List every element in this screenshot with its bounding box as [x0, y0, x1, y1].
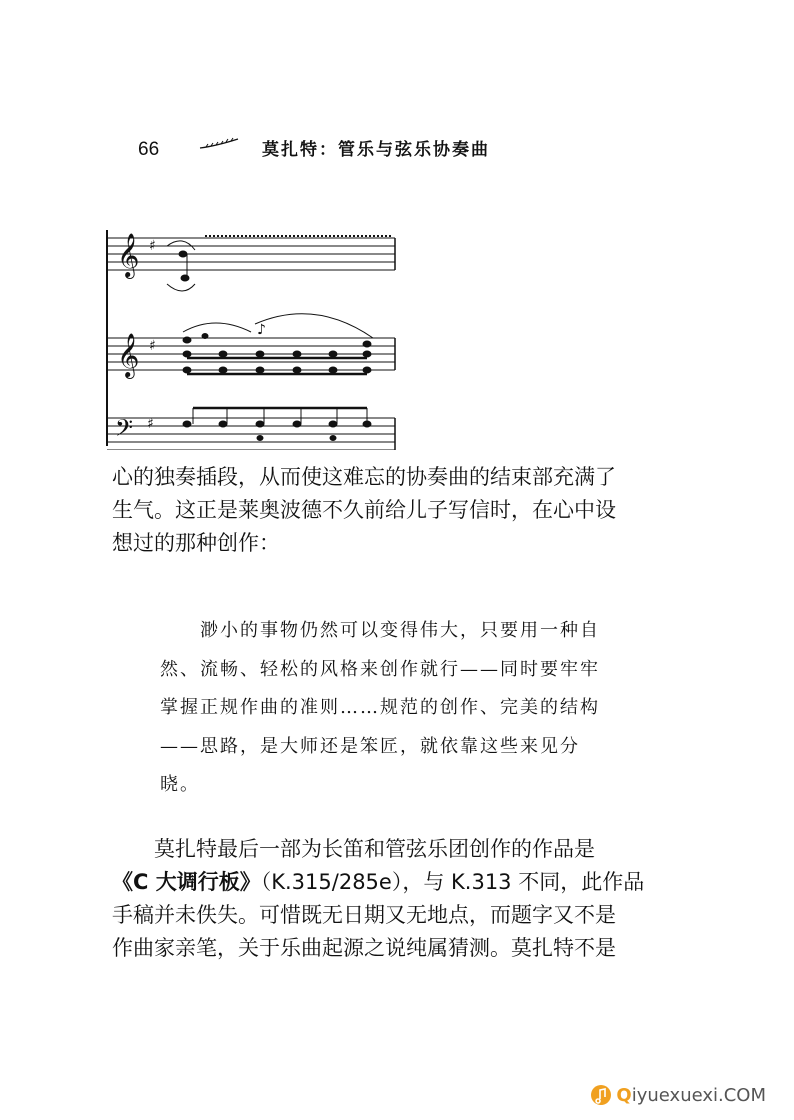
quote-line: 晓。	[160, 774, 200, 795]
body-paragraph-2	[112, 833, 672, 965]
text-line: 想过的那种创作：	[112, 531, 280, 555]
treble-clef-icon: 𝄞	[117, 333, 140, 377]
sharp-icon: ♯	[149, 338, 156, 354]
text-line: 生气。这正是莱奥波德不久前给儿子写信时，在心中设	[112, 498, 616, 522]
staff-1-notes	[167, 236, 393, 291]
block-quote	[160, 612, 680, 805]
watermark-q: Q	[616, 1084, 632, 1106]
body-paragraph-1	[112, 461, 672, 560]
running-title: 莫扎特：管乐与弦乐协奏曲	[262, 140, 490, 160]
staff-3-notes	[183, 408, 371, 441]
catalog-reference: （K.315/285e），与 K.313 不同，此作品	[260, 870, 645, 894]
music-score	[105, 228, 400, 450]
quote-line: 渺小的事物仍然可以变得伟大，只要用一种自	[200, 620, 600, 641]
site-watermark	[590, 1084, 766, 1106]
music-note-logo-icon	[590, 1084, 612, 1106]
bass-clef-icon: 𝄢	[115, 414, 134, 447]
quote-line: 掌握正规作曲的准则……规范的创作、完美的结构	[160, 697, 600, 718]
treble-clef-icon: 𝄞	[117, 233, 140, 277]
text-line: 手稿并未佚失。可惜既无日期又无地点，而题字又不是	[112, 903, 616, 927]
page-number: 66	[138, 139, 160, 160]
svg-text:♪: ♪	[257, 322, 266, 338]
text-line: 心的独奏插段，从而使这难忘的协奏曲的结束部充满了	[112, 465, 616, 489]
staff-2-notes	[183, 314, 373, 374]
quote-line: 然、流畅、轻松的风格来创作就行——同时要牢牢	[160, 658, 600, 680]
work-title: 《C 大调行板》	[112, 870, 261, 894]
watermark-text: iyuexuexi.COM	[631, 1084, 766, 1106]
text-line	[112, 866, 672, 899]
sharp-icon: ♯	[147, 416, 154, 432]
page-header	[0, 133, 794, 163]
feather-ornament-icon	[198, 137, 240, 151]
text-line: 莫扎特最后一部为长笛和管弦乐团创作的作品是	[154, 837, 595, 861]
quote-line: ——思路，是大师还是笨匠，就依靠这些来见分	[160, 735, 580, 757]
text-line: 作曲家亲笔，关于乐曲起源之说纯属猜测。莫扎特不是	[112, 936, 616, 960]
sharp-icon: ♯	[149, 238, 156, 254]
